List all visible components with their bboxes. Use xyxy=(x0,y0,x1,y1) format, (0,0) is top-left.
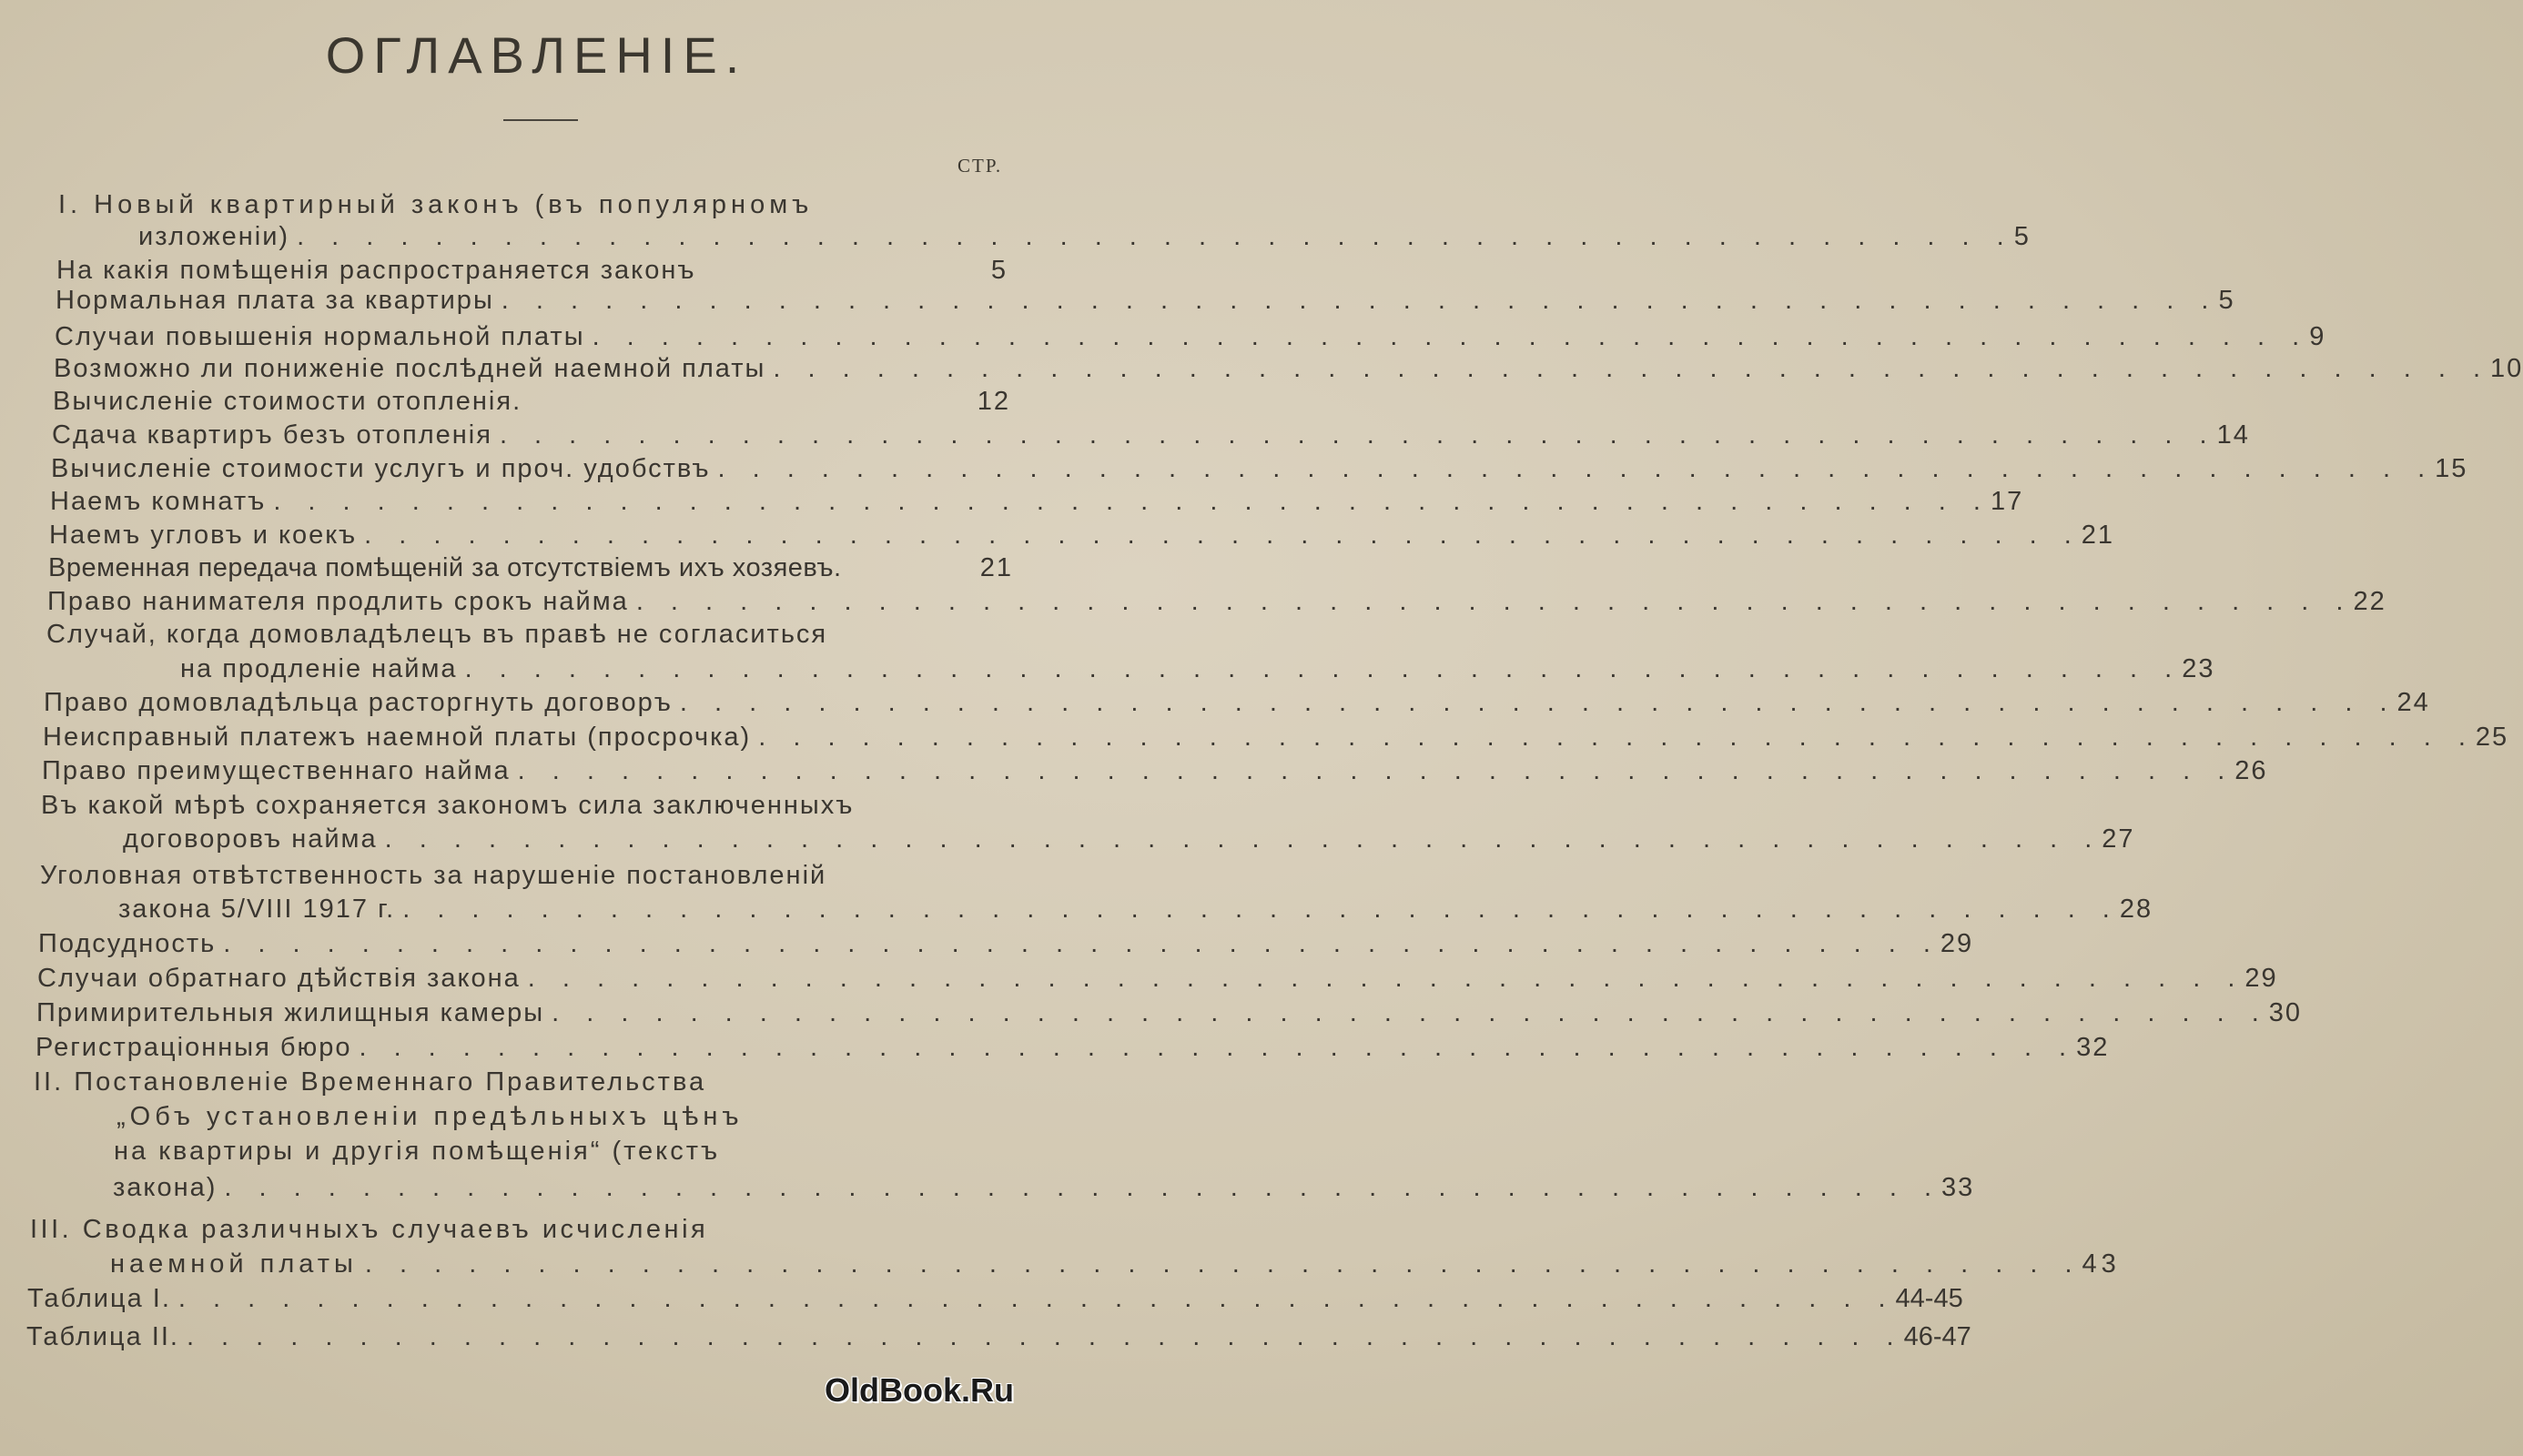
toc-entry xyxy=(53,386,1010,417)
toc-page-number: 5 xyxy=(2013,222,2031,251)
toc-page-number: 5 xyxy=(990,256,1008,285)
toc-entry-text: на квартиры и другiя помѣщенiя“ (текстъ xyxy=(114,1137,721,1166)
toc-entry-heading xyxy=(30,1214,949,1245)
toc-entry xyxy=(56,255,1008,286)
toc-entry-text: на продленiе найма xyxy=(180,654,458,683)
toc-entry xyxy=(56,285,2235,316)
toc-entry xyxy=(38,928,1974,959)
toc-entry-text: Регистрацiонныя бюро xyxy=(35,1033,352,1062)
dot-leader: . . . . . . . . . . . . . . . . . . . . . . . . . . . . . . . . . . . . . . . . . . . . . . . . . . xyxy=(499,420,2217,450)
toc-entry-text: Нормальная плата за квартиры xyxy=(56,286,494,315)
toc-entry-heading xyxy=(58,189,950,220)
toc-page-number: 32 xyxy=(2076,1033,2110,1062)
toc-page-number: 28 xyxy=(2119,895,2153,924)
dot-leader: . . . . . . . . . . . . . . . . . . . . . . . . . . . . . . . . . . . . . . . . . . . . . . . . . . xyxy=(758,723,2476,752)
dot-leader: . . . . . . . . . . . . . . . . . . . . . . . . . . . . . . . . . . . . . . . . . . . . . . . . . . xyxy=(273,487,1991,516)
toc-entry-text: Право преимущественнаго найма xyxy=(42,756,511,785)
toc-entry-text: Вычисленiе стоимости отопленiя. xyxy=(53,387,522,416)
toc-entry-heading xyxy=(41,790,951,821)
toc-page-number: 5 xyxy=(2218,286,2235,315)
toc-entry-text: наемной платы xyxy=(110,1249,358,1279)
toc-entry xyxy=(123,824,2135,854)
dot-leader: . . . . . . . . . . . . . . . . . . . . . . . . . . . . . . . . . . . . . . . . . . . . . . . . . . xyxy=(517,756,2235,785)
toc-page-number: 43 xyxy=(2082,1249,2121,1279)
toc-entry-text: На какiя помѣщенiя распространяется законъ xyxy=(56,256,696,285)
toc-entry-text: I. Новый квартирный законъ (въ популярномъ xyxy=(58,190,814,219)
toc-page-number: 25 xyxy=(2475,723,2509,752)
toc-entry-text: Примирительныя жилищныя камеры xyxy=(36,998,545,1027)
toc-entry xyxy=(37,963,2278,994)
toc-entry xyxy=(113,1172,1975,1203)
toc-entry-text: Наемъ комнатъ xyxy=(50,487,267,516)
toc-page-number: 10 xyxy=(2490,354,2523,383)
page-title: ОГЛАВЛЕНIЕ. xyxy=(325,26,748,84)
toc-entry xyxy=(52,420,2250,450)
toc-page-number: 44-45 xyxy=(1895,1284,1963,1313)
toc-entry-text: II. Постановленiе Временнаго Правительства xyxy=(34,1067,707,1097)
dot-leader: . . . . . . . . . . . . . . . . . . . . . . . . . . . . . . . . . . . . . . . . . . . . . . . . . . xyxy=(464,654,2183,683)
dot-leader: . . . . . . . . . . . . . . . . . . . . . . . . . . . . . . . . . . . . . . . . . . . . . . . . . . xyxy=(679,688,2397,717)
toc-page-number: 21 xyxy=(2081,521,2115,550)
toc-page-number: 23 xyxy=(2182,654,2215,683)
toc-entry-text: Вычисленiе стоимости услугъ и проч. удобствъ xyxy=(51,454,711,483)
dot-leader: . . . . . . . . . . . . . . . . . . . . . . . . . . . . . . . . . . . . . . . . . . . . . . . . . . xyxy=(635,587,2354,616)
toc-entry xyxy=(43,722,2509,753)
toc-entry-heading xyxy=(34,1067,953,1097)
toc-entry xyxy=(44,687,2430,718)
toc-page-number: 21 xyxy=(979,553,1013,582)
dot-leader: . . . . . . . . . . . . . . . . . . . . . . . . . . . . . . . . . . . . . . . . . . . . . . . . . . xyxy=(224,1173,1942,1202)
toc-entry xyxy=(36,997,2303,1028)
dot-leader: . . . . . . . . . . . . . . . . . . . . . . . . . . . . . . . . . . . . . . . . . . . . . . . . . . xyxy=(186,1322,1904,1351)
toc-entry-text: Случаи повышенiя нормальной платы xyxy=(55,322,585,351)
toc-entry xyxy=(50,486,2024,517)
watermark-logo: OldBook.Ru xyxy=(825,1371,1014,1409)
dot-leader: . . . . . . . . . . . . . . . . . . . . . . . . . . . . . . . . . . . . . . . . . . . . . . . . . . xyxy=(364,1249,2082,1279)
toc-page-number: 26 xyxy=(2234,756,2268,785)
dot-leader: . . . . . . . . . . . . . . . . . . . . . . . . . . . . . . . . . . . . . . . . . . . . . . . . . . xyxy=(501,286,2219,315)
toc-entry xyxy=(110,1249,2121,1279)
toc-page-number: 17 xyxy=(1990,487,2024,516)
toc-page-number: 12 xyxy=(977,387,1010,416)
toc-page-number: 29 xyxy=(1940,929,1974,958)
toc-entry xyxy=(118,894,2153,925)
toc-entry xyxy=(138,221,2031,252)
toc-page-number: 46-47 xyxy=(1903,1322,1971,1351)
toc-page-number: 15 xyxy=(2435,454,2468,483)
toc-entry-text: Сдача квартиръ безъ отопленiя xyxy=(52,420,492,450)
toc-page-number: 33 xyxy=(1941,1173,1975,1202)
dot-leader: . . . . . . . . . . . . . . . . . . . . . . . . . . . . . . . . . . . . . . . . . . . . . . . . . . xyxy=(402,895,2120,924)
toc-page-number: 24 xyxy=(2396,688,2430,717)
toc-entry-text: Подсудность xyxy=(38,929,217,958)
dot-leader: . . . . . . . . . . . . . . . . . . . . . . . . . . . . . . . . . . . . . . . . . . . . . . . . . . xyxy=(297,222,2014,251)
toc-page-number: 22 xyxy=(2353,587,2386,616)
toc-entry-continuation xyxy=(117,1101,954,1132)
toc-entry-continuation xyxy=(114,1136,951,1167)
toc-entry xyxy=(54,353,2523,384)
toc-entry-text: Случай, когда домовладѣлецъ въ правѣ не согласиться xyxy=(46,620,828,649)
toc-entry-text: Временная передача помѣщенiй за отсутствiемъ ихъ хозяевъ. xyxy=(48,553,842,582)
dot-leader: . . . . . . . . . . . . . . . . . . . . . . . . . . . . . . . . . . . . . . . . . . . . . . . . . . xyxy=(223,929,1940,958)
toc-entry xyxy=(51,453,2468,484)
toc-entry-text: закона 5/VIII 1917 г. xyxy=(118,895,396,924)
toc-entry-text: Неисправный платежъ наемной платы (просрочка) xyxy=(43,723,752,752)
toc-entry xyxy=(48,552,1013,583)
toc-entry xyxy=(47,586,2386,617)
toc-page-number: 14 xyxy=(2216,420,2250,450)
toc-entry-text: договоровъ найма xyxy=(123,824,378,854)
toc-entry-text: „Объ установленiи предѣльныхъ цѣнъ xyxy=(117,1102,744,1131)
dot-leader: . . . . . . . . . . . . . . . . . . . . . . . . . . . . . . . . . . . . . . . . . . . . . . . . . . xyxy=(359,1033,2077,1062)
toc-entry-text: Уголовная отвѣтственность за нарушенiе постановленiй xyxy=(40,861,827,890)
toc-entry-heading xyxy=(40,860,950,891)
toc-entry-text: закона) xyxy=(113,1173,218,1202)
dot-leader: . . . . . . . . . . . . . . . . . . . . . . . . . . . . . . . . . . . . . . . . . . . . . . . . . . xyxy=(717,454,2436,483)
toc-page-number: 29 xyxy=(2244,964,2278,993)
toc-entry-text: III. Сводка различныхъ случаевъ исчисленiя xyxy=(30,1215,709,1244)
toc-entry xyxy=(42,755,2268,786)
dot-leader: . . . . . . . . . . . . . . . . . . . . . . . . . . . . . . . . . . . . . . . . . . . . . . . . . . xyxy=(527,964,2245,993)
toc-entry-text: изложенiи) xyxy=(138,222,290,251)
toc-page-number: 27 xyxy=(2102,824,2135,854)
toc-entry xyxy=(27,1283,1963,1314)
dot-leader: . . . . . . . . . . . . . . . . . . . . . . . . . . . . . . . . . . . . . . . . . . . . . . . . . . xyxy=(773,354,2491,383)
toc-entry xyxy=(55,321,2326,352)
toc-entry xyxy=(26,1321,1971,1352)
toc-entry-text: Наемъ угловъ и коекъ xyxy=(49,521,358,550)
dot-leader: . . . . . . . . . . . . . . . . . . . . . . . . . . . . . . . . . . . . . . . . . . . . . . . . . . xyxy=(592,322,2310,351)
page-column-header: СТР. xyxy=(958,155,1003,177)
toc-page-number: 9 xyxy=(2309,322,2326,351)
dot-leader: . . . . . . . . . . . . . . . . . . . . . . . . . . . . . . . . . . . . . . . . . . . . . . . . . . xyxy=(177,1284,1896,1313)
toc-entry-heading xyxy=(46,619,957,650)
dot-leader: . . . . . . . . . . . . . . . . . . . . . . . . . . . . . . . . . . . . . . . . . . . . . . . . . . xyxy=(364,521,2082,550)
toc-entry-text: Право нанимателя продлить срокъ найма xyxy=(47,587,629,616)
toc-entry xyxy=(35,1032,2110,1063)
toc-entry xyxy=(49,520,2115,551)
toc-page-number: 30 xyxy=(2268,998,2303,1027)
toc-entry-text: Право домовладѣльца расторгнуть договоръ xyxy=(44,688,673,717)
toc-entry-text: Таблица II. xyxy=(26,1322,179,1351)
toc-entry-text: Въ какой мѣрѣ сохраняется закономъ сила заключенныхъ xyxy=(41,791,855,820)
toc-entry-text: Случаи обратнаго дѣйствiя закона xyxy=(37,964,521,993)
dot-leader: . . . . . . . . . . . . . . . . . . . . . . . . . . . . . . . . . . . . . . . . . . . . . . . . . . xyxy=(552,998,2269,1027)
dot-leader: . . . . . . . . . . . . . . . . . . . . . . . . . . . . . . . . . . . . . . . . . . . . . . . . . . xyxy=(384,824,2102,854)
toc-entry-text: Таблица I. xyxy=(27,1284,171,1313)
toc-entry-text: Возможно ли пониженiе послѣдней наемной платы xyxy=(54,354,766,383)
toc-entry xyxy=(180,653,2215,684)
